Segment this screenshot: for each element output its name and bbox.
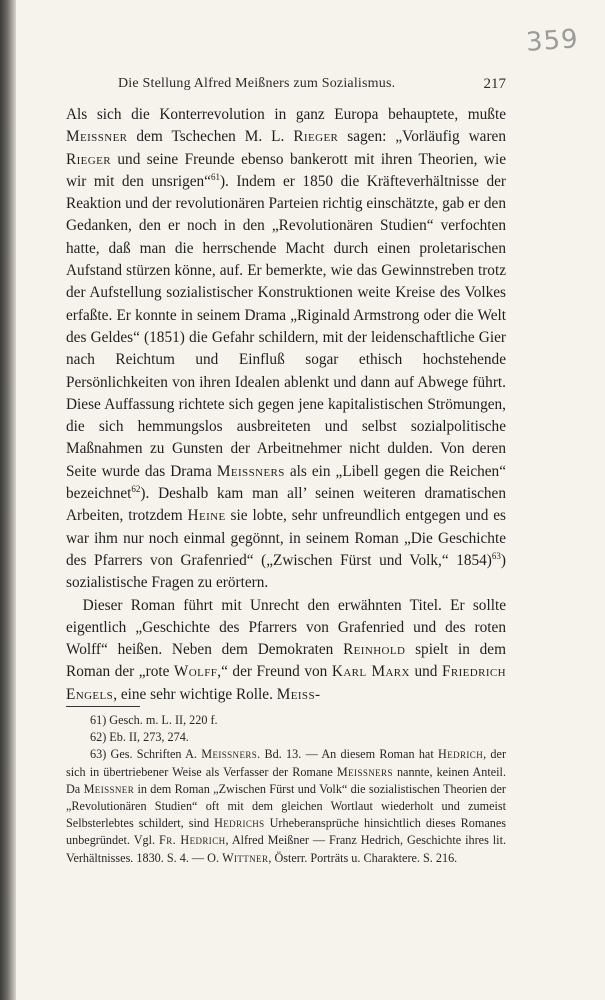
- footnote-ref-61: 61: [210, 171, 220, 182]
- text-run: ). Indem er 1850 die Kräfteverhältnisse der Reaktion und der revolutionären Parteien richtig einschätzte, gab er den Gedanken, den er noch in den „Revolutionären Studien“ verfochten hatte, daß man die herrschende Macht durch einen proletarischen Aufstand stürzen könne, auf. Er bemerkte, wie das Gewinnstreben trotz der Aufstellung sozialistischer Konstruktionen weite Kreise des Volkes erfaßte. Er konnte in seinem Drama „Riginald Armstrong oder die Welt des Geldes“ (1851) die Gefahr schildern, mit der leidenschaftliche Gier nach Reichtum und Einfluß sogar ethisch hochstehende Persönlichkeiten von ihren Idealen ablenkt und dann auf Abwege führt. Diese Auffassung richtete sich gegen jene kapitalistischen Strömungen, die sich hemmungslos ausbreiteten und selbst sozialpolitische Maßnahmen zu Gunsten der Arbeitnehmer nicht dulden. Von deren Seite wurde das Drama: [66, 172, 506, 480]
- text-run: Als sich die Konterrevolution in ganz Europa behauptete, mußte: [66, 106, 506, 123]
- name-rieger: Rieger: [66, 150, 111, 168]
- text-run: und: [409, 663, 442, 681]
- pencil-page-number: 359: [525, 24, 580, 58]
- name-meiss: Meiss-: [276, 685, 321, 703]
- text-run: dem Tschechen M. L.: [127, 128, 294, 146]
- name-karl-marx: Karl Marx: [331, 663, 410, 681]
- footnote-62: [66, 729, 506, 746]
- text-run: , Österr. Porträts u. Charaktere. S. 216.: [268, 850, 458, 865]
- text-run: spielt in dem Roman der „rote: [66, 641, 506, 681]
- text-run: Dieser Roman führt mit Unrecht den erwähnten Titel. Er sollte eigentlich „Geschichte des Pfarrers von Grafenried und des roten Wolff“ heißen. Neben dem Demokraten: [66, 596, 506, 659]
- footnote-61: [66, 712, 506, 729]
- name-meissners: Meissners: [216, 462, 285, 480]
- text-run: als ein „Libell gegen die Reichen“ bezeichnet: [66, 462, 506, 503]
- name-meissner: Meissner: [83, 781, 135, 796]
- running-title: Die Stellung Alfred Meißners zum Sozialismus.: [118, 76, 396, 91]
- text-run: . Bd. 13. — An diesem Roman hat: [257, 747, 438, 762]
- text-run: , eine sehr wichtige Rolle.: [113, 685, 277, 703]
- text-run: und seine Freunde ebenso bankerott mit ihren Theorien, wie wir mit den unsrigen“: [66, 150, 506, 190]
- name-reinhold: Reinhold: [343, 641, 406, 659]
- footnote-ref-62: 62: [131, 484, 141, 495]
- name-fr-hedrich: Fr. Hedrich: [159, 833, 226, 848]
- footnote-rule: [66, 706, 140, 707]
- text-run: sie lobte, sehr unfreundlich entgegen und es war ihm nur noch einmal gegönnt, in seinem Roman „Die Geschichte des Pfarrers von Grafenried“ („Zwischen Fürst und Volk,“ 1854): [66, 507, 506, 569]
- text-run: ) sozialistische Fragen zu erörtern.: [66, 551, 506, 592]
- paragraph-2: [66, 595, 506, 706]
- name-wolff: Wolff: [173, 663, 218, 681]
- text-run: in dem Roman „Zwischen Fürst und Volk“ die sozialistischen Theorien der „Revolutionären Studien“ oft mit dem gleichen Wortlaut wiederholt und zumeist Selbsterlebtes schildert, sind: [66, 781, 506, 831]
- text-run: sagen: „Vorläufig waren: [338, 128, 506, 146]
- book-gutter-shadow: [0, 0, 16, 1000]
- text-run: ). Deshalb kam man all’ seinen weiteren dramatischen Arbeiten, trotzdem: [66, 485, 506, 525]
- name-meissner: Meissner: [66, 128, 128, 146]
- footnotes: [66, 712, 506, 867]
- name-hedrichs: Hedrichs: [214, 816, 265, 831]
- text-run: Urheberansprüche hinsichtlich dieses Romanes unbegründet. Vgl.: [66, 816, 506, 848]
- name-hedrich: Hedrich: [438, 747, 484, 762]
- footnote-text: 61) Gesch. m. L. II, 220 f.: [90, 713, 218, 727]
- running-header: [118, 76, 506, 92]
- name-meissners: Meissners: [336, 764, 393, 779]
- text-run: ,“ der Freund von: [217, 663, 332, 681]
- text-run: 63) Ges. Schriften A.: [90, 747, 202, 762]
- text-run: , Alfred Meißner — Franz Hedrich, Geschichte ihres lit. Verhältnisses. 1830. S. 4. — O.: [66, 833, 506, 865]
- page-number: 217: [483, 76, 506, 92]
- name-meissners: Meissners: [201, 747, 258, 762]
- name-wittner: Wittner: [222, 850, 269, 865]
- main-text: [66, 104, 506, 706]
- name-heine: Heine: [187, 507, 226, 525]
- paragraph-1: [66, 104, 506, 595]
- footnote-63: [66, 746, 506, 866]
- footnote-text: 62) Eb. II, 273, 274.: [90, 730, 189, 745]
- footnote-ref-63: 63: [491, 550, 501, 561]
- text-run: nannte, keinen Anteil. Da: [66, 764, 506, 796]
- text-run: , der sich in übertriebener Weise als Verfasser der Romane: [66, 747, 506, 779]
- name-friedrich-engels: Friedrich Engels: [66, 663, 506, 703]
- name-rieger: Rieger: [293, 128, 339, 146]
